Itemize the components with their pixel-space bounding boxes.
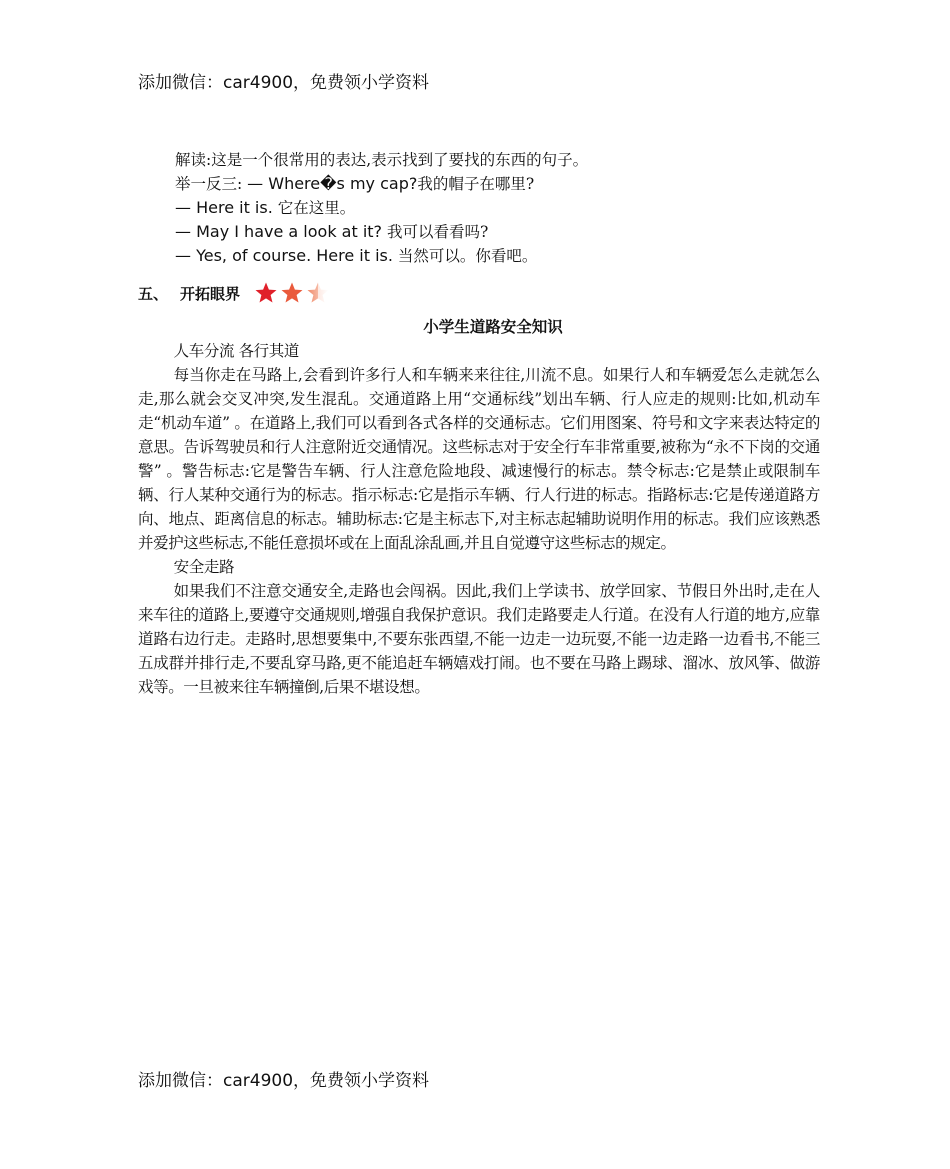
half-star-icon	[306, 281, 330, 305]
subheading-1: 人车分流 各行其道	[173, 342, 299, 360]
section-heading	[138, 280, 330, 306]
example-cn: 我的帽子在哪里?	[417, 175, 535, 193]
example-line	[175, 172, 815, 196]
subheading-2: 安全走路	[173, 558, 235, 576]
example-prefix: 举一反三:	[175, 175, 248, 193]
dialog-line-2	[175, 196, 815, 220]
section-title: 开拓眼界	[180, 284, 241, 303]
dialog-line-4	[175, 244, 815, 268]
dialog-block	[175, 148, 815, 268]
header-watermark: 添加微信：car4900，免费领小学资料	[138, 73, 430, 93]
example-en: — Where�s my cap?	[247, 174, 418, 193]
explanation-line: 解读:这是一个很常用的表达,表示找到了要找的东西的句子。	[175, 151, 589, 169]
article-body	[138, 339, 820, 699]
star-icon	[280, 281, 304, 305]
footer-watermark: 添加微信：car4900，免费领小学资料	[138, 1071, 430, 1091]
star-icon	[254, 281, 278, 305]
article-title: 小学生道路安全知识	[423, 318, 563, 336]
dialog-line-2-cn: 它在这里。	[272, 199, 356, 217]
dialog-line-2-en: — Here it is.	[175, 198, 273, 217]
section-number: 五、	[138, 284, 169, 303]
star-rating	[254, 281, 330, 305]
dialog-line-3	[175, 220, 815, 244]
dialog-line-3-cn: 我可以看看吗?	[382, 223, 489, 241]
paragraph-2: 如果我们不注意交通安全,走路也会闯祸。因此,我们上学读书、放学回家、节假日外出时,走在人来车往的道路上,要遵守交通规则,增强自我保护意识。我们走路要走人行道。在没有人行道的地方,应靠道路右边行走。走路时,思想要集中,不要东张西望,不能一边走一边玩耍,不能一边走路一边看书,不能三五成群并排行走,不要乱穿马路,更不能追赶车辆嬉戏打闹。也不要在马路上踢球、溜冰、放风筝、做游戏等。一旦被来往车辆撞倒,后果不堪设想。	[138, 582, 820, 696]
dialog-line-3-en: — May I have a look at it?	[175, 222, 383, 241]
dialog-line-4-cn: 当然可以。你看吧。	[392, 247, 538, 265]
dialog-line-4-en: — Yes, of course. Here it is.	[175, 246, 393, 265]
paragraph-1: 每当你走在马路上,会看到许多行人和车辆来来往往,川流不息。如果行人和车辆爱怎么走就怎么走,那么就会交叉冲突,发生混乱。交通道路上用“交通标线”划出车辆、行人应走的规则:比如,机动车走“机动车道” 。在道路上,我们可以看到各式各样的交通标志。它们用图案、符号和文字来表达特定的意思。告诉驾驶员和行人注意附近交通情况。这些标志对于安全行车非常重要,被称为“永不下岗的交通警” 。警告标志:它是警告车辆、行人注意危险地段、减速慢行的标志。禁令标志:它是禁止或限制车辆、行人某种交通行为的标志。指示标志:它是指示车辆、行人行进的标志。指路标志:它是传递道路方向、地点、距离信息的标志。辅助标志:它是主标志下,对主标志起辅助说明作用的标志。我们应该熟悉并爱护这些标志,不能任意损坏或在上面乱涂乱画,并且自觉遵守这些标志的规定。	[138, 366, 820, 552]
